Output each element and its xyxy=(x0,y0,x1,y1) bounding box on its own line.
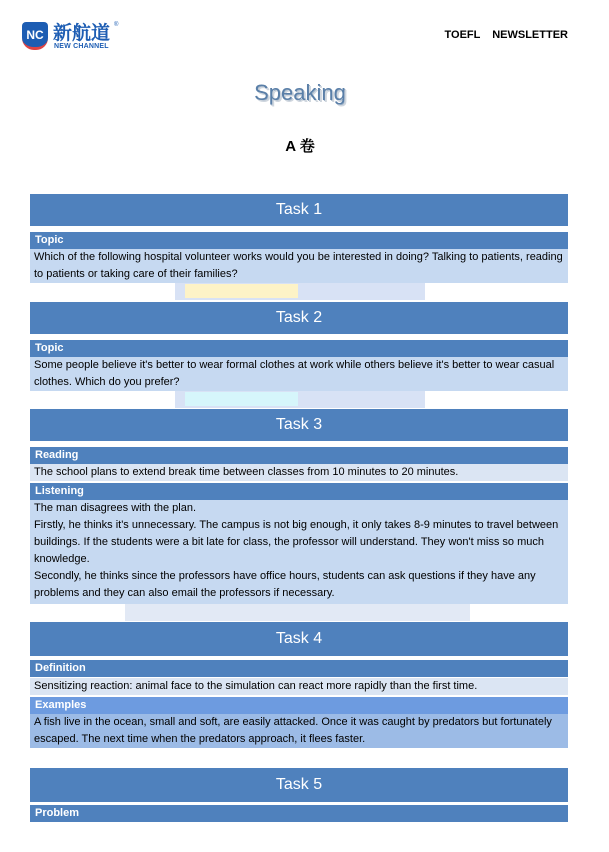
watermark-shape xyxy=(185,284,298,298)
text-line: The man disagrees with the plan. xyxy=(34,502,197,514)
section-text xyxy=(30,464,568,481)
section-text xyxy=(30,714,568,748)
section-label: Reading xyxy=(30,447,568,464)
logo-badge: NC xyxy=(22,22,48,50)
page-header xyxy=(0,0,609,60)
text-line: Some people believe it's better to wear formal clothes at work while others believe it's better to wear casual clothes. Which do you prefer? xyxy=(34,359,555,388)
text-line: Sensitizing reaction: animal face to the simulation can react more rapidly than the first time. xyxy=(34,680,478,692)
text-line: The school plans to extend break time between classes from 10 minutes to 20 minutes. xyxy=(34,466,459,478)
task-header: Task 5 xyxy=(30,768,568,802)
section-label: Topic xyxy=(30,232,568,249)
registered-mark: ® xyxy=(114,22,119,28)
section-text xyxy=(30,249,568,283)
section-label: Definition xyxy=(30,660,568,677)
page-title: Speaking xyxy=(254,80,346,105)
new-channel-logo xyxy=(22,22,132,54)
task-header: Task 1 xyxy=(30,194,568,226)
text-line: A fish live in the ocean, small and soft, are easily attacked. Once it was caught by predators but fortunately escaped. The next time when the predators approach, it flees faster. xyxy=(34,716,552,745)
task-header: Task 3 xyxy=(30,409,568,441)
logo-english-name: NEW CHANNEL xyxy=(54,43,109,50)
section-label: Problem xyxy=(30,805,568,822)
section-text xyxy=(30,678,568,695)
section-label: Examples xyxy=(30,697,568,714)
text-line: Firstly, he thinks it's unnecessary. The campus is not big enough, it only takes 8-9 minutes to travel between buildings. If the students were a bit late for class, the professor will understand. They won't miss so much knowledge. xyxy=(34,519,559,565)
section-label: Listening xyxy=(30,483,568,500)
task-header: Task 2 xyxy=(30,302,568,334)
section-label: Topic xyxy=(30,340,568,357)
text-line: Secondly, he thinks since the professors have office hours, students can ask questions if they have any problems and they can also email the professors if necessary. xyxy=(34,570,536,599)
page-subtitle: A 卷 xyxy=(285,138,315,155)
text-line: Which of the following hospital volunteer works would you be interested in doing? Talking to patients, reading to patients or taking care of their families? xyxy=(34,251,563,280)
logo-chinese-name: 新航道 xyxy=(53,22,111,44)
section-text xyxy=(30,500,568,604)
task-header: Task 4 xyxy=(30,622,568,656)
watermark-shape xyxy=(185,392,298,406)
watermark-shape xyxy=(125,604,470,621)
section-text xyxy=(30,357,568,391)
newsletter-label: TOEFL NEWSLETTER xyxy=(444,29,568,41)
